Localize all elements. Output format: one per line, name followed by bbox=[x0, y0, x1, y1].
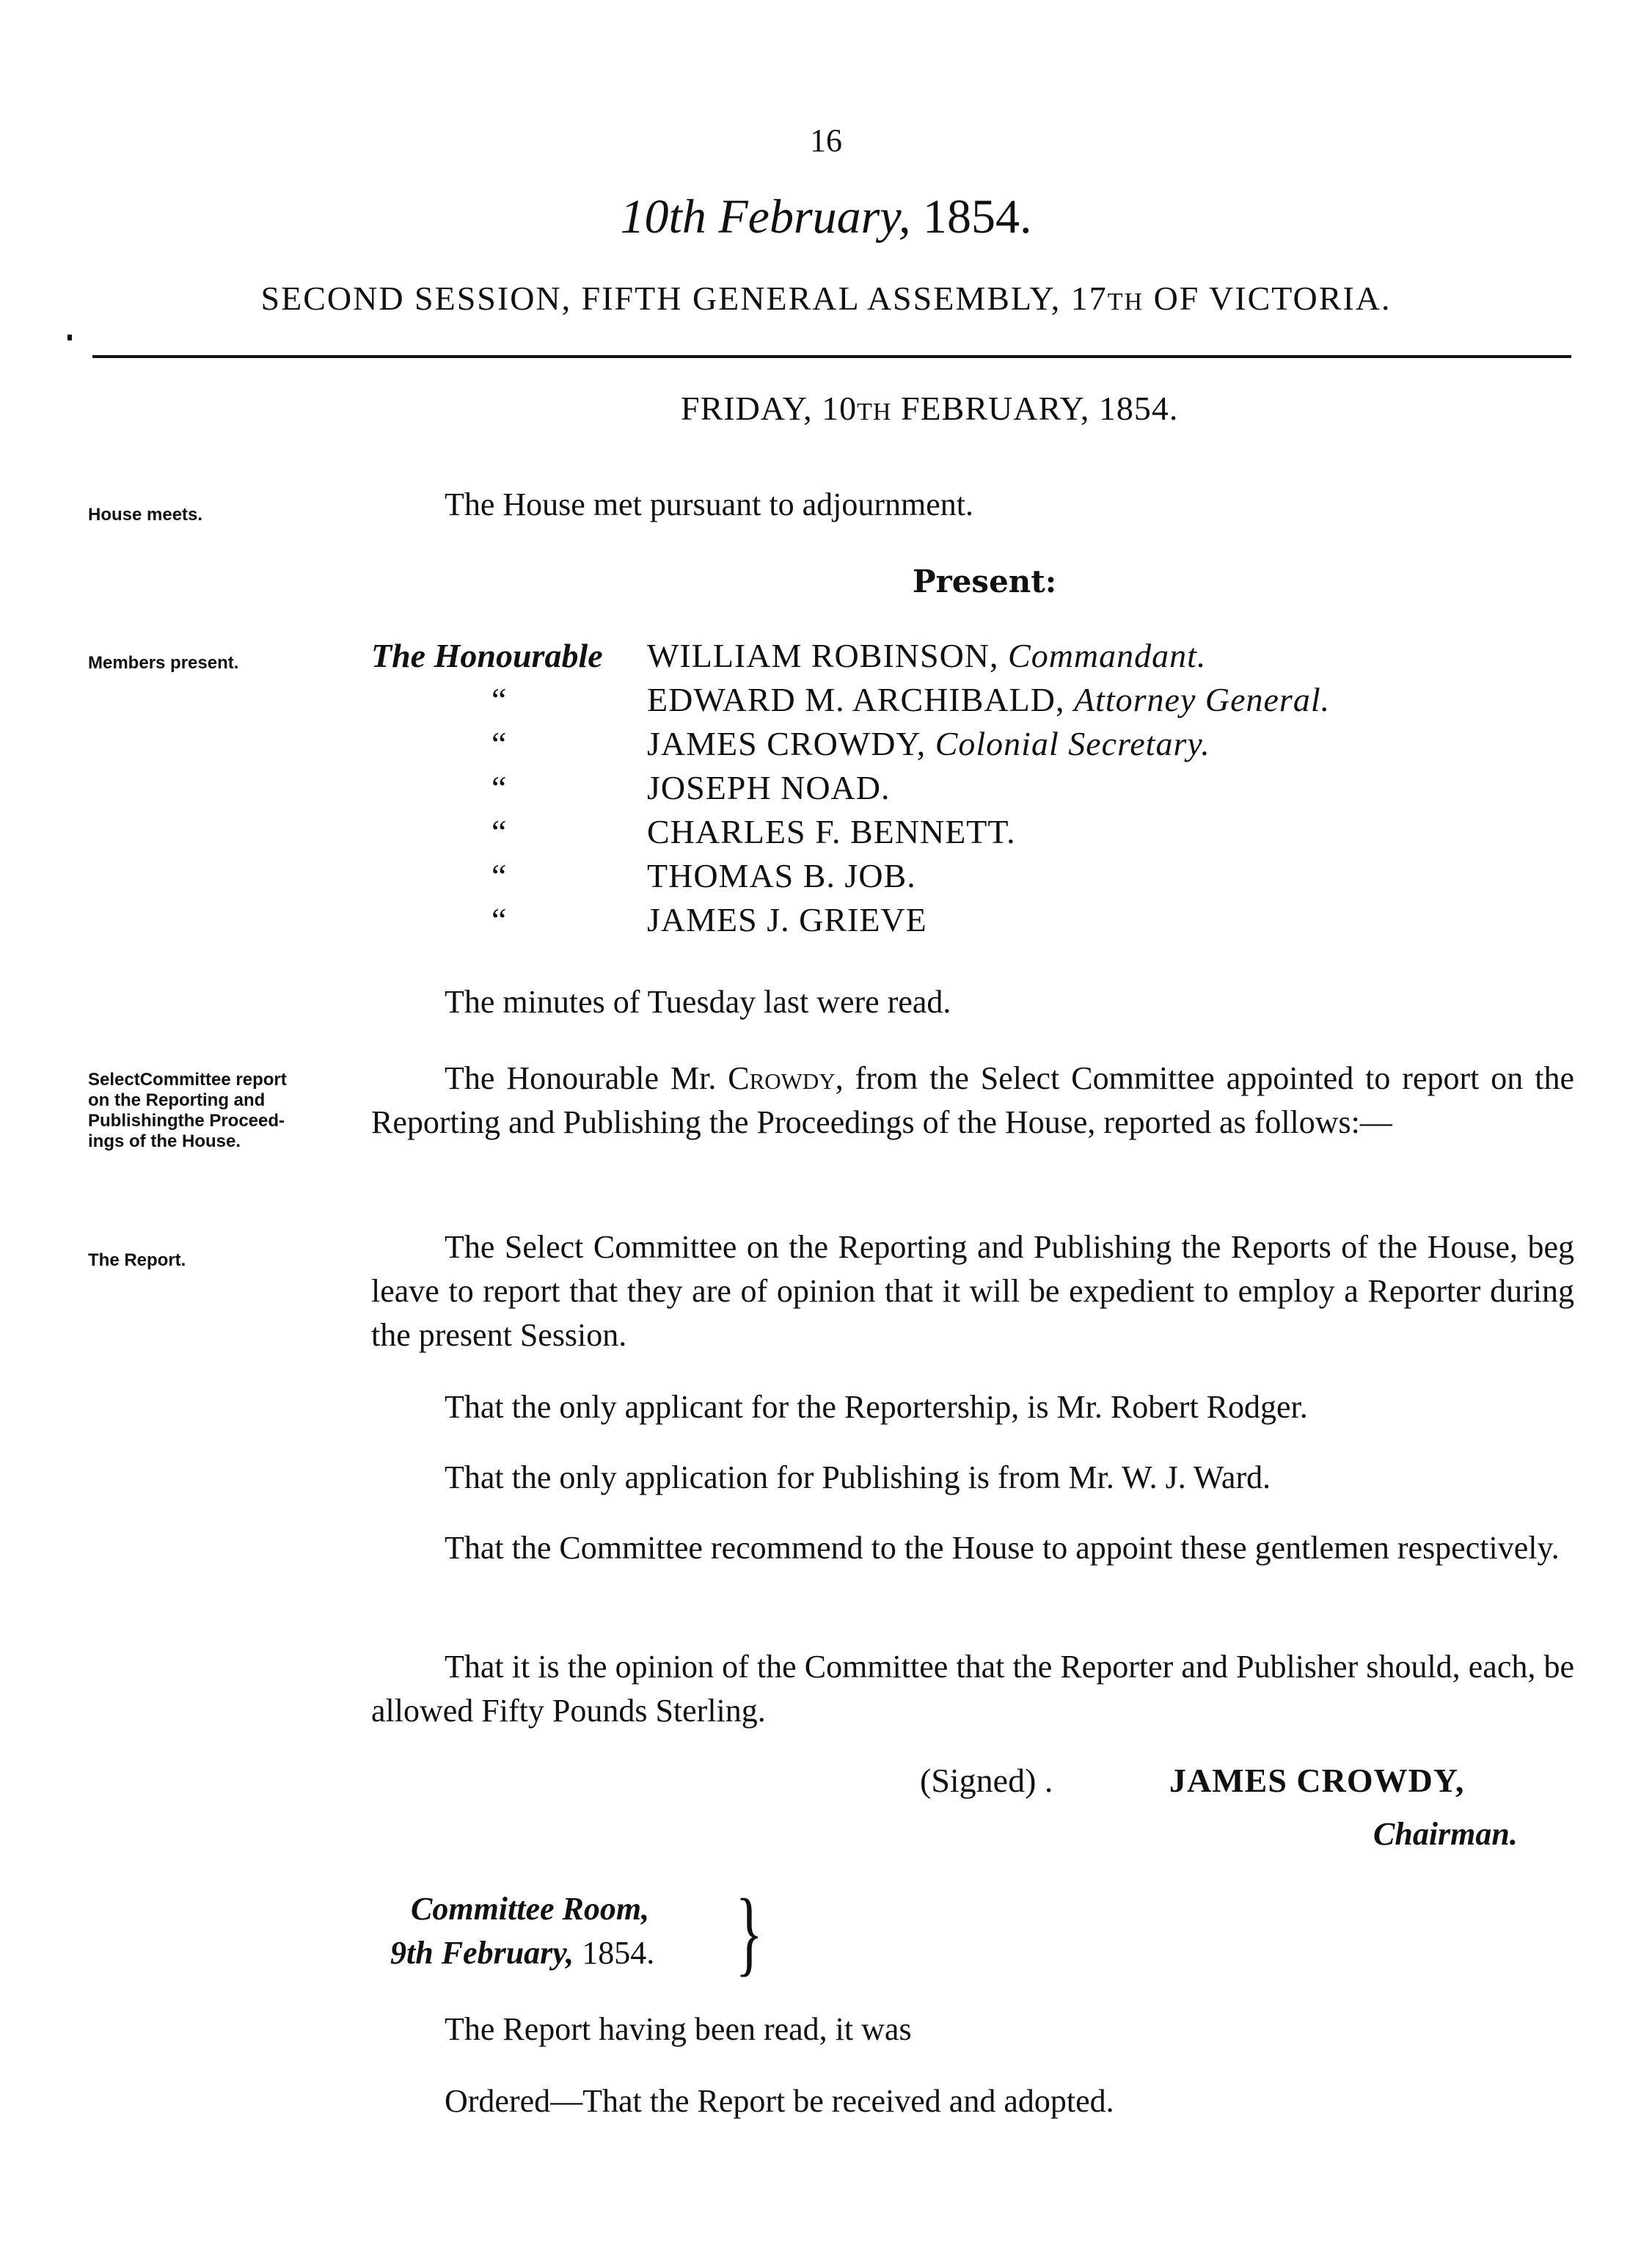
margin-note-line: SelectCommittee report bbox=[88, 1070, 287, 1090]
report-paragraph-text: That the only application for Publishing is from Mr. W. J. Ward. bbox=[445, 1459, 1271, 1495]
session-heading-sup: TH bbox=[1107, 288, 1144, 316]
committee-date-italic: 9th February, bbox=[390, 1935, 574, 1971]
crowdy-report-post: , from the Select Committee appointed to report on the Reporting and Publishing the Proceedings of the House, reported as follows:— bbox=[371, 1060, 1574, 1140]
present-heading: Present: bbox=[913, 564, 1057, 599]
signer-title: Chairman. bbox=[1373, 1816, 1518, 1852]
ordered-text: Ordered—That the Report be received and adopted. bbox=[445, 2083, 1114, 2119]
day-heading-sup: TH bbox=[857, 398, 892, 426]
date-title-month: February, bbox=[718, 190, 911, 244]
ditto-mark: “ bbox=[491, 813, 507, 850]
member-title: Commandant. bbox=[1008, 637, 1207, 674]
report-paragraph bbox=[371, 1456, 1574, 1500]
day-heading-pre: FRIDAY, 10 bbox=[681, 390, 858, 427]
ditto-mark: “ bbox=[491, 681, 507, 718]
member-name: JAMES J. GRIEVE bbox=[647, 901, 927, 938]
report-paragraph bbox=[371, 1645, 1574, 1733]
report-read-text: The Report having been read, it was bbox=[445, 2011, 912, 2047]
ditto-mark: “ bbox=[491, 725, 507, 762]
report-paragraph-text: The Select Committee on the Reporting and Publishing the Reports of the House, beg leave to report that they are of opinion that it will be expedient to employ a Reporter during the present Session. bbox=[371, 1229, 1574, 1353]
date-title bbox=[0, 189, 1652, 245]
ditto-mark: “ bbox=[491, 901, 507, 938]
report-paragraph bbox=[371, 1225, 1574, 1357]
committee-date bbox=[390, 1934, 654, 1972]
report-paragraph-text: That the only applicant for the Reportership, is Mr. Robert Rodger. bbox=[445, 1389, 1308, 1425]
margin-note-line: on the Reporting and bbox=[88, 1090, 266, 1110]
margin-note-select-committee bbox=[88, 1070, 381, 1152]
ditto-mark: “ bbox=[491, 769, 507, 806]
crowdy-report-name: Crowdy bbox=[728, 1060, 836, 1096]
member-name: JOSEPH NOAD. bbox=[647, 769, 891, 806]
member-name: EDWARD M. ARCHIBALD, bbox=[647, 681, 1065, 718]
committee-date-year: 1854. bbox=[582, 1935, 655, 1971]
crowdy-report-pre: The Honourable Mr. bbox=[445, 1060, 728, 1096]
report-paragraph-text: That the Committee recommend to the House to appoint these gentlemen respectively. bbox=[445, 1530, 1560, 1566]
margin-note-line: Publishingthe Proceed- bbox=[88, 1111, 285, 1131]
brace-mark: } bbox=[735, 1880, 763, 1985]
session-heading bbox=[0, 279, 1652, 318]
margin-note-line: ings of the House. bbox=[88, 1131, 241, 1151]
ordered-line bbox=[371, 2079, 1574, 2123]
report-paragraph bbox=[371, 1385, 1574, 1429]
session-heading-post: OF VICTORIA. bbox=[1144, 280, 1392, 317]
signer-name: JAMES CROWDY, bbox=[1169, 1762, 1465, 1799]
signed-label: (Signed) . bbox=[920, 1762, 1053, 1799]
ditto-mark: “ bbox=[491, 857, 507, 894]
margin-note-house-meets: House meets. bbox=[88, 505, 203, 525]
member-name: JAMES CROWDY, bbox=[647, 725, 926, 762]
house-met-text: The House met pursuant to adjournment. bbox=[445, 486, 973, 522]
honourable-label: The Honourable bbox=[371, 637, 603, 674]
date-title-day: 10th bbox=[620, 190, 706, 244]
stray-mark bbox=[67, 335, 72, 340]
day-heading bbox=[681, 389, 1178, 428]
member-name: THOMAS B. JOB. bbox=[647, 857, 916, 894]
day-heading-post: FEBRUARY, 1854. bbox=[891, 390, 1179, 427]
date-title-year: 1854. bbox=[922, 190, 1032, 244]
member-name: CHARLES F. BENNETT. bbox=[647, 813, 1016, 850]
minutes-read-line bbox=[371, 980, 1574, 1024]
member-title: Colonial Secretary. bbox=[935, 725, 1210, 762]
page-number: 16 bbox=[810, 123, 842, 158]
committee-room: Committee Room, bbox=[411, 1891, 650, 1927]
minutes-read-text: The minutes of Tuesday last were read. bbox=[445, 984, 951, 1020]
report-read-line bbox=[371, 2007, 1574, 2051]
report-paragraph bbox=[371, 1526, 1574, 1570]
house-met-line bbox=[371, 483, 1574, 527]
margin-note-the-report: The Report. bbox=[88, 1250, 186, 1270]
crowdy-report-paragraph bbox=[371, 1057, 1574, 1145]
report-paragraph-text: That it is the opinion of the Committee that the Reporter and Publisher should, each, be allowed Fifty Pounds Sterling. bbox=[371, 1649, 1574, 1729]
header-rule bbox=[92, 355, 1571, 358]
member-title: Attorney General. bbox=[1073, 681, 1331, 718]
session-heading-pre: SECOND SESSION, FIFTH GENERAL ASSEMBLY, 17 bbox=[260, 280, 1108, 317]
member-name: WILLIAM ROBINSON, bbox=[647, 637, 999, 674]
margin-note-members-present: Members present. bbox=[88, 653, 239, 673]
